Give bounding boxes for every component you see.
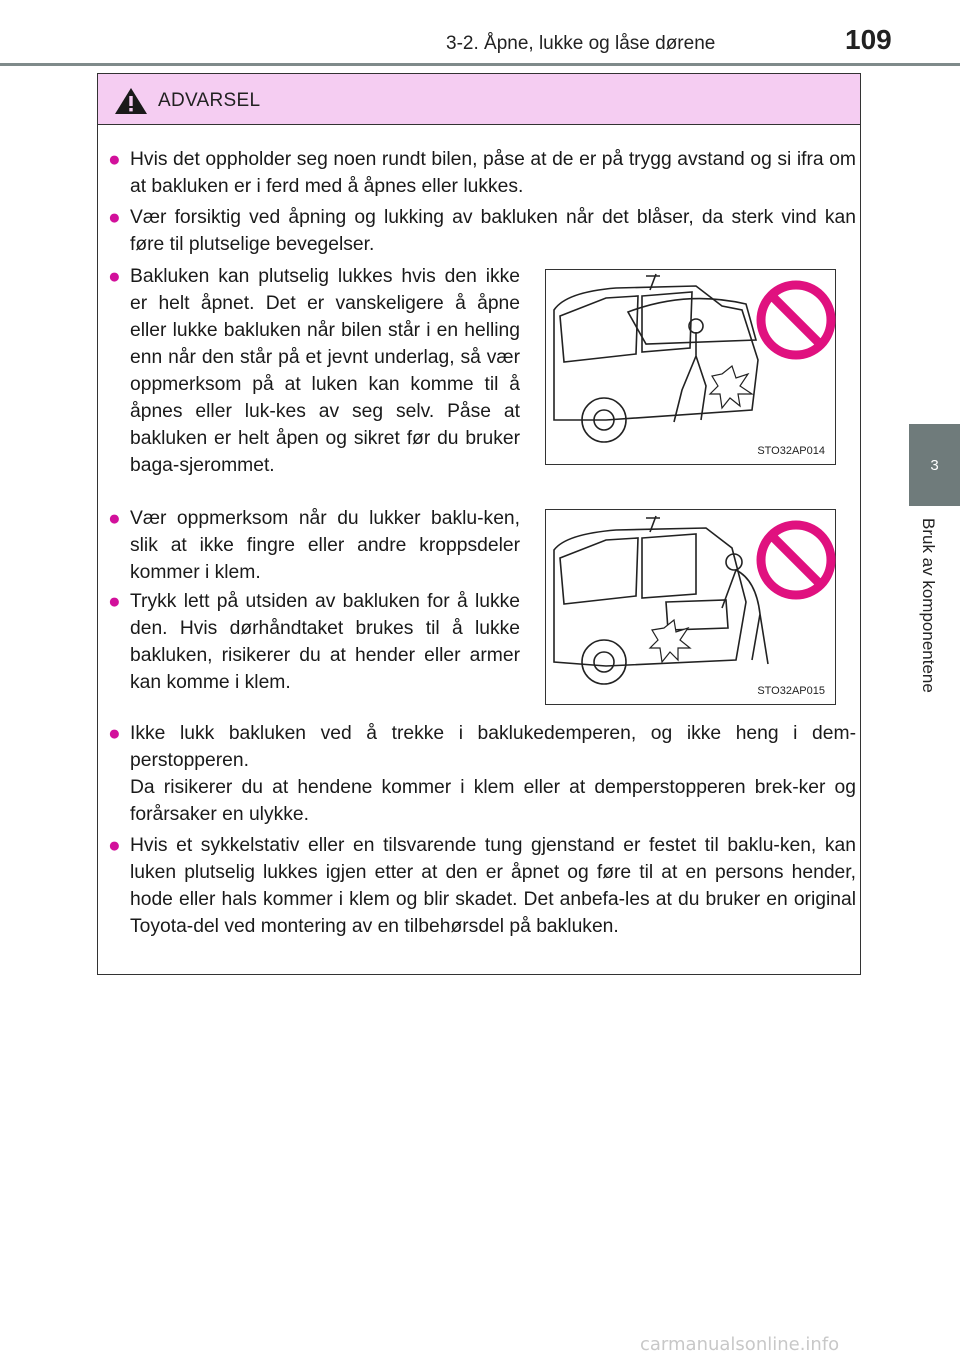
illustration-tailgate-closing bbox=[545, 269, 836, 465]
warning-item-text: Ikke lukk bakluken ved å trekke i baklukedemperen, og ikke heng i dem-perstopperen. Da risikerer du at hendene kommer i klem eller at demperstopperen brek-ker og forårsaker en ulykke. bbox=[130, 723, 856, 825]
prohibition-icon bbox=[761, 285, 831, 355]
watermark-logo bbox=[640, 1330, 940, 1356]
svg-text:carmanualsonline.info: carmanualsonline.info bbox=[640, 1334, 840, 1355]
illustration-tailgate-fingers bbox=[545, 509, 836, 705]
figure-code: STO32AP015 bbox=[757, 685, 825, 697]
chapter-label: Bruk av komponentene bbox=[919, 518, 938, 693]
warning-item-text: Hvis det oppholder seg noen rundt bilen, påse at de er på trygg avstand og si ifra om at bakluken er i ferd med å åpnes eller lukkes. bbox=[130, 149, 856, 197]
warning-item-4 bbox=[108, 505, 520, 586]
warning-item-text: Vær oppmerksom når du lukker baklu-ken, slik at ikke fingre eller andre kroppsdeler kommer i klem. bbox=[130, 508, 520, 583]
bullet-icon: ● bbox=[108, 834, 121, 857]
warning-box bbox=[97, 73, 861, 975]
warning-title: ADVARSEL bbox=[158, 90, 261, 111]
bullet-icon: ● bbox=[108, 507, 121, 530]
warning-item-1 bbox=[108, 146, 856, 200]
prohibition-icon bbox=[761, 525, 831, 595]
car-tailgate-illustration bbox=[546, 510, 837, 706]
chapter-tab[interactable] bbox=[909, 424, 960, 506]
warning-item-2 bbox=[108, 204, 856, 258]
warning-item-text: Vær forsiktig ved åpning og lukking av bakluken når det blåser, da sterk vind kan føre til plutselige bevegelser. bbox=[130, 207, 856, 255]
warning-item-text: Hvis et sykkelstativ eller en tilsvarende tung gjenstand er festet til baklu-ken, kan luken plutselig lukkes igjen etter at den er åpnet og føre til at en persons hender, hode eller hals kommer i klem og blir skadet. Det anbefa-les at du bruker en original Toyota-del ved montering av en tilbehørsdel på bakluken. bbox=[130, 835, 856, 937]
warning-item-text: Bakluken kan plutselig lukkes hvis den ikke er helt åpnet. Det er vanskeligere å åpne eller lukke bakluken når bilen står i en helling enn når den står på et jevnt underlag, så vær oppmerksom på at luken kan komme til å åpnes eller luk-kes av seg selv. Påse at bakluken er helt åpen og sikret før du bruker baga-sjerommet. bbox=[130, 266, 520, 476]
bullet-icon: ● bbox=[108, 265, 121, 288]
chapter-number: 3 bbox=[930, 456, 939, 474]
section-title: 3-2. Åpne, lukke og låse dørene bbox=[446, 33, 716, 54]
bullet-icon: ● bbox=[108, 590, 121, 613]
warning-triangle-icon bbox=[114, 87, 148, 115]
bullet-icon: ● bbox=[108, 206, 121, 229]
warning-header bbox=[98, 74, 860, 125]
header-rule bbox=[0, 63, 960, 66]
bullet-icon: ● bbox=[108, 722, 121, 745]
bullet-icon: ● bbox=[108, 148, 121, 171]
warning-item-6 bbox=[108, 720, 856, 828]
car-tailgate-illustration bbox=[546, 270, 837, 466]
warning-item-3 bbox=[108, 263, 520, 479]
figure-code: STO32AP014 bbox=[757, 445, 825, 457]
warning-item-7 bbox=[108, 832, 856, 940]
warning-item-5 bbox=[108, 588, 520, 696]
warning-item-text: Trykk lett på utsiden av bakluken for å lukke den. Hvis dørhåndtaket brukes til å lukke bakluken, risikerer du at hender eller armer kan komme i klem. bbox=[130, 591, 520, 693]
page-number: 109 bbox=[845, 24, 892, 55]
